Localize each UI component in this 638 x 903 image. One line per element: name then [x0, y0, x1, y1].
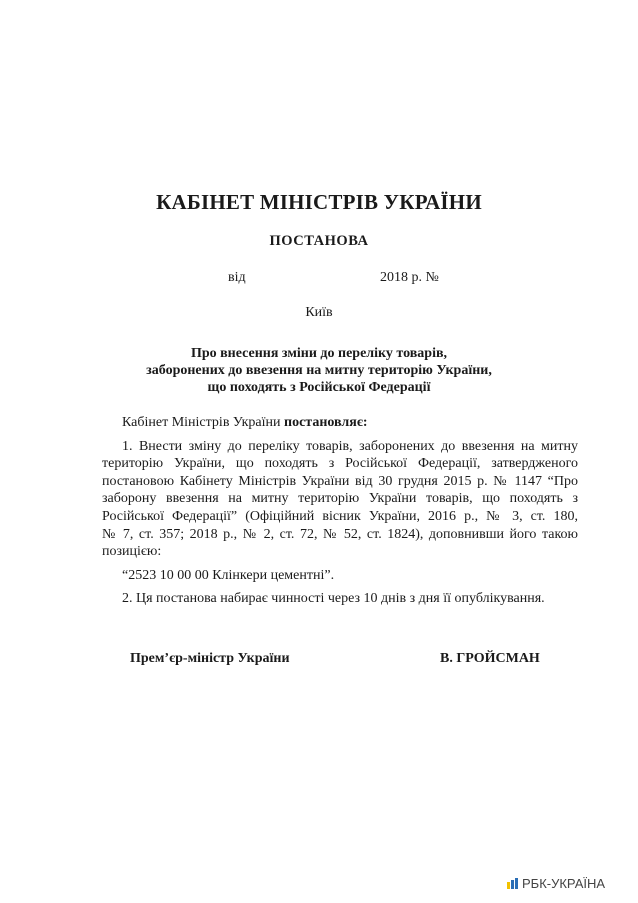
paragraph-line: позицією: [102, 544, 162, 560]
heading-line: що походять з Російської Федерації [207, 380, 431, 395]
date-year-number: 2018 р. № [380, 270, 439, 285]
signatory-position: Прем’єр-міністр України [130, 651, 290, 666]
heading-line: Про внесення зміни до переліку товарів, [190, 346, 448, 361]
paragraph-line: 1. Внести зміну до переліку товарів, заборонених до ввезення на митну [122, 438, 578, 454]
document-type: ПОСТАНОВА [269, 233, 369, 249]
signatory-name: В. ГРОЙСМАН [440, 651, 540, 666]
paragraph-line: територію України, що походять з Російської Федерації, затвердженого [102, 456, 578, 472]
document-body [102, 414, 578, 608]
resolution-heading [0, 345, 638, 396]
goods-position: “2523 10 00 00 Клінкери цементні”. [122, 567, 335, 583]
heading-line: заборонених до ввезення на митну територію України, [146, 363, 492, 378]
paragraph-line: заборону ввезення на митну територію України товарів, що походять з [102, 491, 578, 507]
paragraph-line: № 7, ст. 357; 2018 р., № 2, ст. 72, № 52, ст. 1824), доповнивши його такою [102, 526, 578, 542]
date-prefix: від [228, 270, 246, 285]
paragraph-line: Російської Федерації” (Офіційний вісник України, 2016 р., № 3, ст. 180, [102, 508, 578, 524]
rbc-ukraine-watermark [507, 876, 605, 891]
intro-text: Кабінет Міністрів України [122, 415, 284, 430]
logo-bars-icon [507, 878, 519, 889]
document-title: КАБІНЕТ МІНІСТРІВ УКРАЇНИ [156, 190, 482, 214]
city: Київ [305, 305, 333, 320]
paragraph-line: постановою Кабінету Міністрів України від 30 грудня 2015 р. № 1147 “Про [102, 473, 578, 489]
paragraph-2: 2. Ця постанова набирає чинності через 10 днів з дня її опублікування. [122, 591, 545, 607]
intro-bold: постановляє: [284, 415, 368, 430]
intro-line [102, 414, 578, 432]
watermark-text: РБК-УКРАЇНА [522, 876, 606, 891]
